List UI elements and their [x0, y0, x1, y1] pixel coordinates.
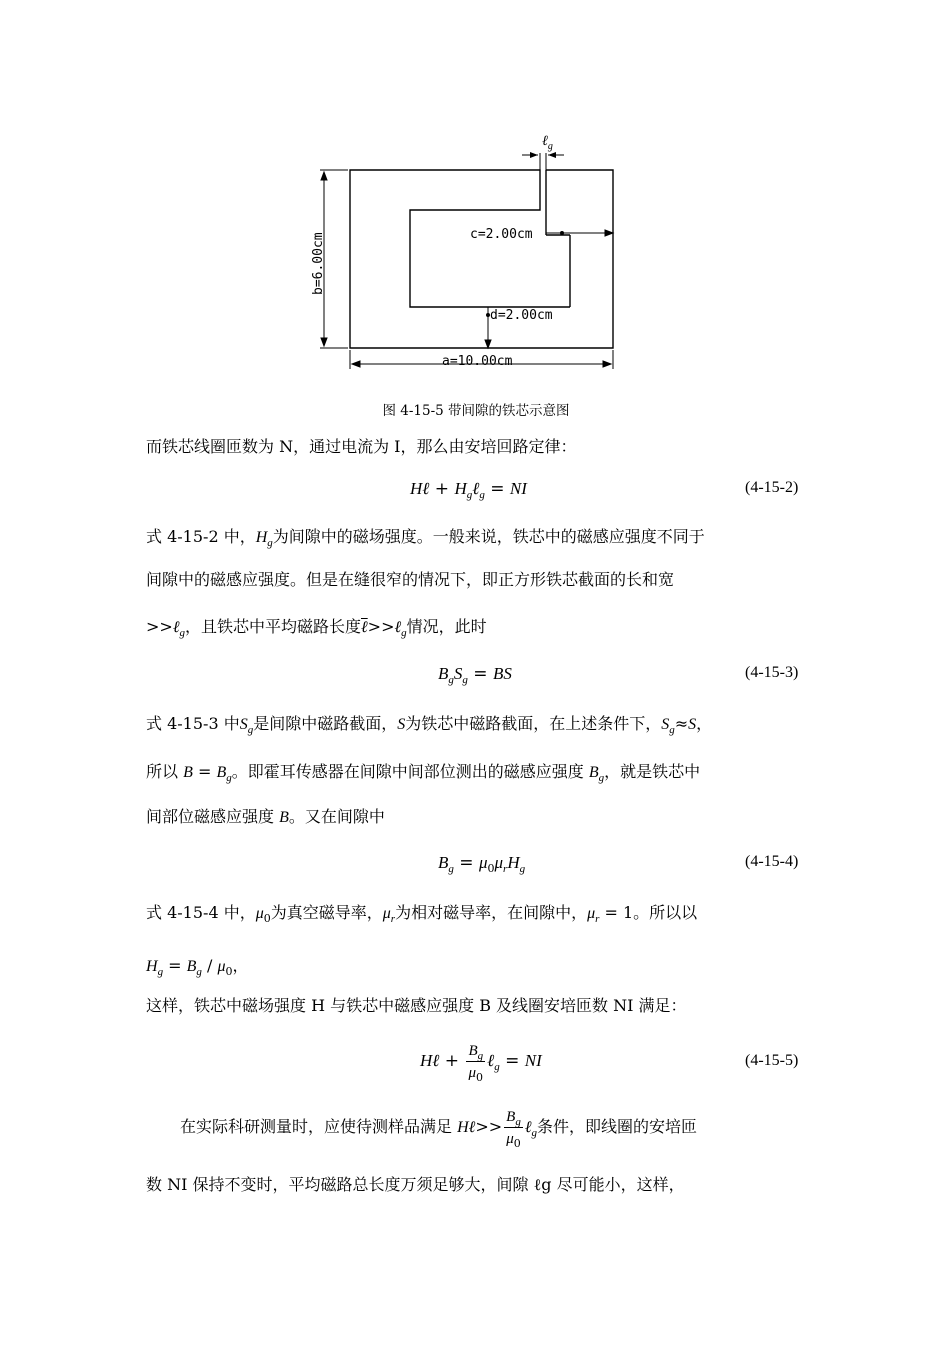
paragraph-7: 数 NI 保持不变时，平均磁路总长度万须足够大，间隙 ℓg 尽可能小，这样，: [146, 1175, 685, 1194]
paragraph-3-line-2: 所以 $B = B_g$。即霍耳传感器在间隙中间部位测出的磁感应强度 $B_g$，就是铁芯中: [146, 762, 701, 784]
eq-number: (4-15-5): [745, 1052, 799, 1069]
eq-number: (4-15-3): [745, 664, 799, 681]
equation-4-15-5: Hℓ + $\frac{B_g}{\mu_0}$ ℓ$_g$ = NI (4-15-5): [0, 1040, 952, 1088]
core-outline: [350, 170, 613, 348]
dim-d-label: d=2.00cm: [490, 308, 553, 323]
paragraph-4-line-2: $H_g = B_g / \mu_0$，: [146, 956, 249, 978]
iron-core-figure: [300, 125, 650, 385]
paragraph-6: 在实际科研测量时，应使待测样品满足 Hℓ>> $\frac{B_g}{\mu_0}$ ℓ$_g$条件，即线圈的安培匝: [180, 1106, 820, 1149]
dim-c-label: c=2.00cm: [470, 227, 533, 242]
paragraph-3-line-1: 式 4-15-3 中$S_g$是间隙中磁路截面，S为铁芯中磁路截面，在上述条件下，$S_g\approx S$，: [146, 714, 713, 736]
dim-b-label: b=6.00cm: [311, 232, 326, 295]
paragraph-3-line-3: 间部位磁感应强度 B。又在间隙中: [146, 807, 385, 826]
paragraph-2-line-1: 式 4-15-2 中，$H_g$为间隙中的磁场强度。一般来说，铁芯中的磁感应强度不同于: [146, 527, 705, 549]
dim-a-label: a=10.00cm: [442, 354, 513, 369]
paragraph-4-line-1: 式 4-15-4 中，$\mu_0$为真空磁导率，$\mu_r$为相对磁导率，在间隙中，$\mu_r = 1$。所以以: [146, 903, 698, 925]
eq-number: (4-15-2): [745, 479, 799, 496]
paragraph-5: 这样，铁芯中磁场强度 H 与铁芯中磁感应强度 B 及线圈安培匝数 NI 满足：: [146, 996, 687, 1015]
paragraph-1: 而铁芯线圈匝数为 N，通过电流为 I，那么由安培回路定律：: [146, 437, 577, 456]
figure-caption: 图 4-15-5 带间隙的铁芯示意图: [382, 403, 570, 419]
equation-4-15-4: $B_g = \mu_0\mu_rH_g$ (4-15-4): [438, 853, 799, 875]
eq-number: (4-15-4): [745, 853, 799, 870]
gap-label: ℓ$_g$: [542, 134, 553, 152]
equation-4-15-2: Hℓ + $H_g\ell_g$ = NI (4-15-2): [410, 479, 799, 501]
paragraph-2-line-3: >>ℓ$_g$，且铁芯中平均磁路长度ℓ>>ℓ$_g$情况，此时: [146, 617, 487, 639]
paragraph-2-line-2: 间隙中的磁感应强度。但是在缝很窄的情况下，即正方形铁芯截面的长和宽: [146, 570, 675, 589]
equation-4-15-3: $B_gS_g$ = BS (4-15-3): [438, 664, 799, 686]
